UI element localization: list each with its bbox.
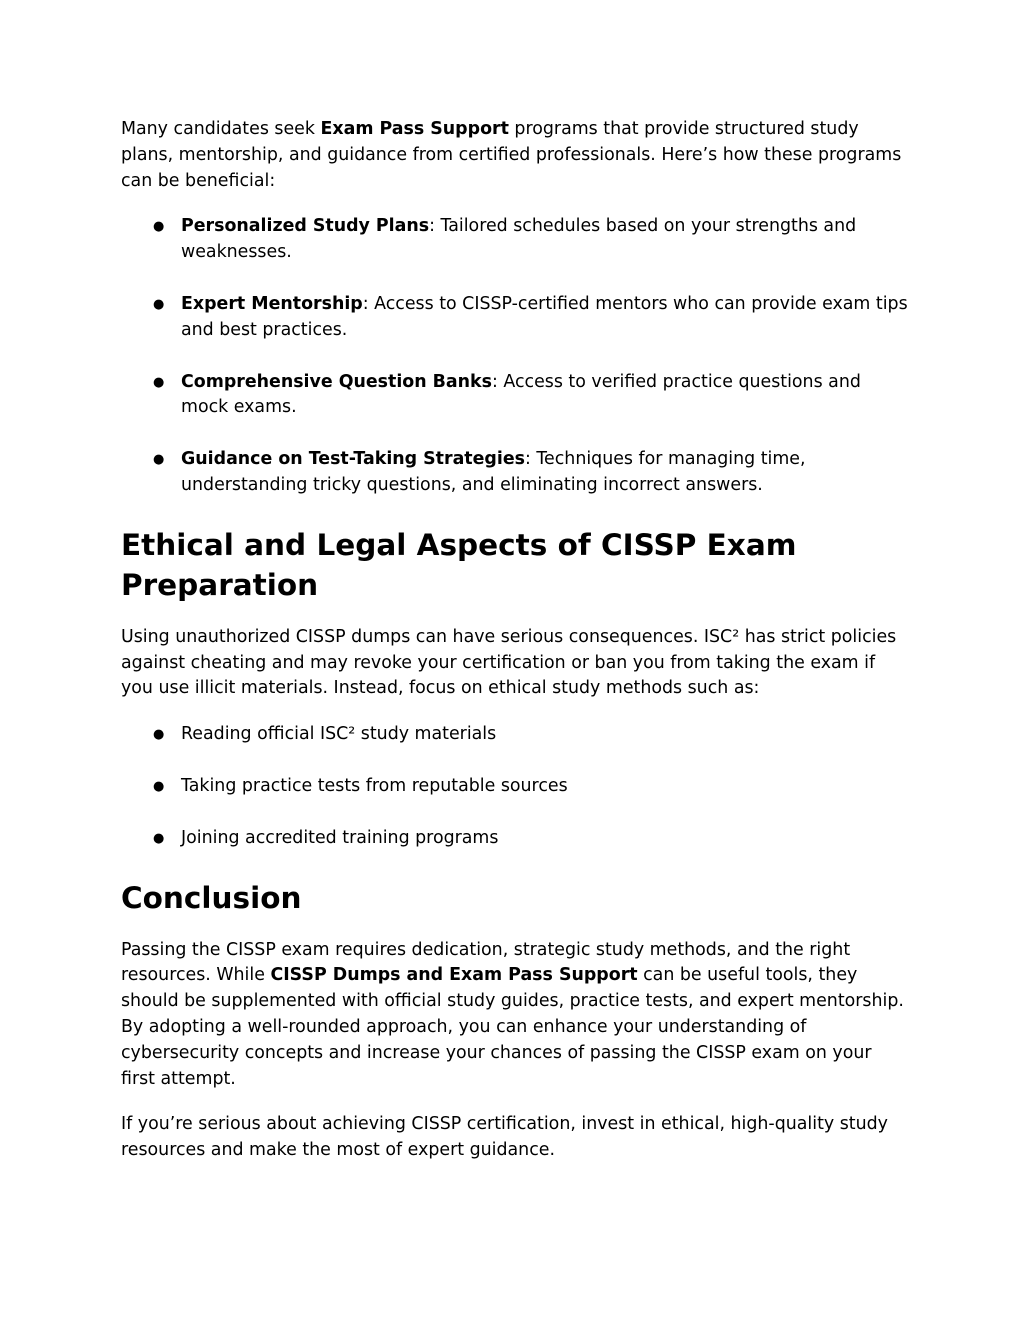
bullet-icon: ● xyxy=(153,727,165,743)
method-text: Joining accredited training programs xyxy=(181,827,499,848)
benefit-term: Comprehensive Question Banks xyxy=(181,371,492,392)
intro-text-end: programs that provide structured study plans, mentorship, and guidance from certified professionals. Here’s how these programs can be beneficial: xyxy=(121,119,902,191)
ethics-paragraph: Using unauthorized CISSP dumps can have serious consequences. ISC² has strict policies against cheating and may revoke your certification or ban you from taking the exam if you use illicit materials. Instead, focus on ethical study methods such as: xyxy=(121,626,897,699)
conclusion-paragraph xyxy=(121,938,911,1093)
method-item xyxy=(121,826,911,852)
bullet-icon: ● xyxy=(153,219,165,235)
bullet-icon: ● xyxy=(153,830,165,846)
benefit-term: Guidance on Test-Taking Strategies xyxy=(181,449,525,470)
benefits-list xyxy=(121,214,911,498)
bullet-icon: ● xyxy=(153,374,165,390)
benefit-term: Expert Mentorship xyxy=(181,293,363,314)
benefit-item xyxy=(121,214,911,266)
conclusion-text-end: can be useful tools, they should be supplemented with official study guides, practice tests, and expert mentorship. By adopting a well-rounded approach, you can enhance your understanding of cybersecurity concepts and increase your chances of passing the CISSP exam on your first attempt. xyxy=(121,965,904,1089)
benefit-term: Personalized Study Plans xyxy=(181,216,430,237)
conclusion-text-start: Passing the CISSP exam requires dedication, strategic study methods, and the right resources. While xyxy=(121,939,851,986)
conclusion-heading: Conclusion xyxy=(121,880,302,915)
ethical-methods-list xyxy=(121,722,911,851)
method-item xyxy=(121,722,911,748)
benefit-item xyxy=(121,447,911,499)
document-page xyxy=(121,117,911,1164)
bullet-icon: ● xyxy=(153,296,165,312)
benefit-item xyxy=(121,292,911,344)
closing-paragraph: If you’re serious about achieving CISSP certification, invest in ethical, high-quality study resources and make the most of expert guidance. xyxy=(121,1114,888,1161)
method-item xyxy=(121,774,911,800)
intro-paragraph xyxy=(121,117,911,194)
ethics-heading: Ethical and Legal Aspects of CISSP Exam Preparation xyxy=(121,527,797,602)
method-text: Taking practice tests from reputable sources xyxy=(181,775,568,796)
bullet-icon: ● xyxy=(153,452,165,468)
conclusion-highlight: CISSP Dumps and Exam Pass Support xyxy=(270,965,638,986)
intro-text-start: Many candidates seek xyxy=(121,119,321,139)
benefit-item xyxy=(121,370,911,422)
bullet-icon: ● xyxy=(153,778,165,794)
benefit-desc: : Access to CISSP-certified mentors who can provide exam tips and best practices. xyxy=(181,293,908,340)
benefit-desc: : Access to verified practice questions and mock exams. xyxy=(181,371,861,418)
benefit-desc: : Tailored schedules based on your strengths and weaknesses. xyxy=(181,216,857,263)
method-text: Reading official ISC² study materials xyxy=(181,724,497,745)
intro-highlight: Exam Pass Support xyxy=(320,119,509,139)
benefit-desc: : Techniques for managing time, understanding tricky questions, and eliminating incorrect answers. xyxy=(181,449,806,495)
